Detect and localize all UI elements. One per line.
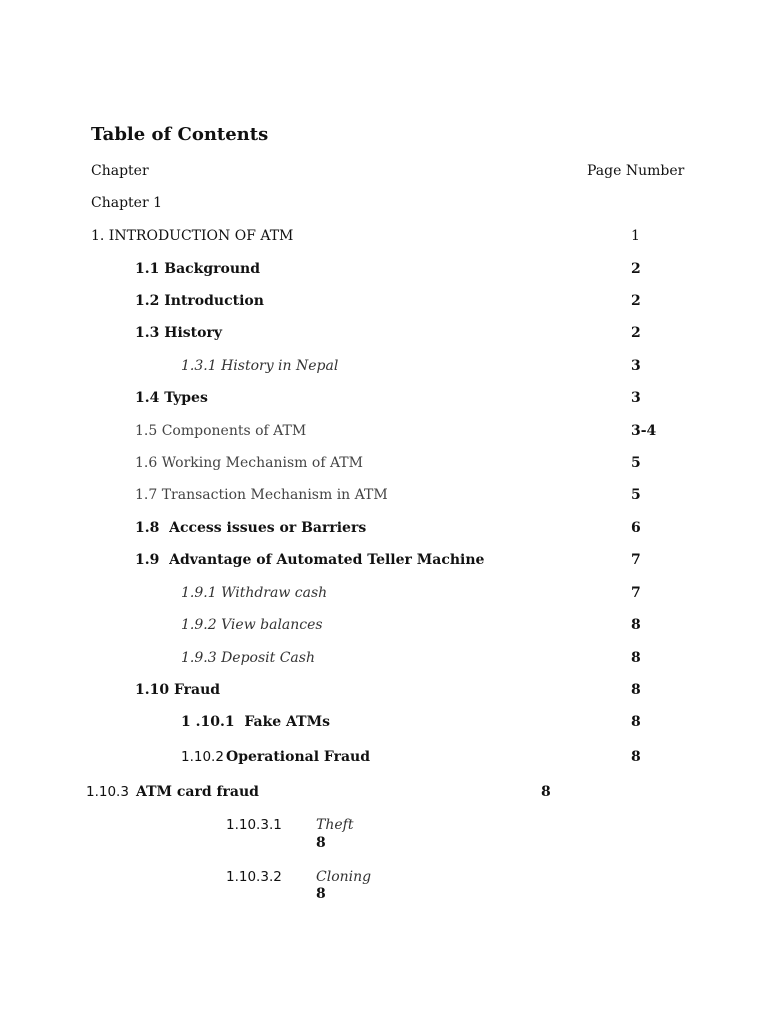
toc-entry-label[interactable]: 1.9.3 Deposit Cash	[181, 650, 315, 666]
toc-entry-label[interactable]: 1.5 Components of ATM	[135, 423, 307, 439]
toc-entry-page: 2	[631, 261, 641, 277]
toc-entry-label[interactable]: 1.1 Background	[135, 261, 261, 277]
toc-entry-page: 8	[316, 835, 326, 851]
toc-entry-label[interactable]: ATM card fraud	[136, 784, 259, 800]
toc-entry-page: 8	[631, 749, 641, 765]
toc-entry-label[interactable]: 1.6 Working Mechanism of ATM	[135, 455, 363, 471]
toc-entry-number: 1.10.3.2	[226, 869, 282, 885]
toc-entry-page: 2	[631, 293, 641, 309]
toc-entry-label[interactable]: 1.8 Access issues or Barriers	[135, 520, 367, 536]
toc-entry-label[interactable]: 1.3 History	[135, 325, 222, 341]
toc-entry-number: 1.10.3	[86, 784, 129, 800]
toc-entry-page: 2	[631, 325, 641, 341]
toc-entry-label[interactable]: 1.2 Introduction	[135, 293, 264, 309]
toc-entry-label[interactable]: Operational Fraud	[226, 749, 371, 765]
toc-entry-page: 5	[631, 487, 641, 503]
toc-entry-label[interactable]: 1.9.1 Withdraw cash	[181, 585, 328, 601]
toc-entry-page: 7	[631, 585, 641, 601]
page-number-column-header: Page Number	[587, 163, 685, 179]
toc-entry-page: 7	[631, 552, 641, 568]
toc-entry-label[interactable]: Theft	[316, 817, 354, 833]
toc-entry-page: 3-4	[631, 423, 657, 439]
toc-entry-number: 1.10.2	[181, 749, 224, 765]
page-title: Table of Contents	[91, 124, 269, 145]
toc-entry-page: 3	[631, 358, 641, 374]
toc-entry-number: 1.10.3.1	[226, 817, 282, 833]
toc-entry-page: 8	[631, 650, 641, 666]
toc-entry-label[interactable]: 1. INTRODUCTION OF ATM	[91, 228, 294, 244]
toc-entry-page: 6	[631, 520, 641, 536]
toc-entry-page: 8	[631, 682, 641, 698]
toc-entry-label[interactable]: 1.9.2 View balances	[181, 617, 323, 633]
toc-entry-page: 5	[631, 455, 641, 471]
toc-entry-label[interactable]: 1 .10.1 Fake ATMs	[181, 714, 330, 730]
toc-entry-page: 8	[631, 714, 641, 730]
toc-entry-label[interactable]: 1.3.1 History in Nepal	[181, 358, 339, 374]
toc-entry-page: 8	[631, 617, 641, 633]
toc-entry-label[interactable]: 1.7 Transaction Mechanism in ATM	[135, 487, 388, 503]
toc-entry-label[interactable]: 1.4 Types	[135, 390, 208, 406]
toc-entry-label[interactable]: 1.9 Advantage of Automated Teller Machine	[135, 552, 485, 568]
toc-entry-page: 1	[631, 228, 640, 244]
chapter-label: Chapter 1	[91, 195, 162, 211]
chapter-column-header: Chapter	[91, 163, 149, 179]
toc-entry-page: 8	[316, 886, 326, 902]
toc-entry-label[interactable]: Cloning	[316, 869, 372, 885]
toc-entry-page: 3	[631, 390, 641, 406]
toc-entry-label[interactable]: 1.10 Fraud	[135, 682, 221, 698]
toc-entry-page: 8	[541, 784, 551, 800]
